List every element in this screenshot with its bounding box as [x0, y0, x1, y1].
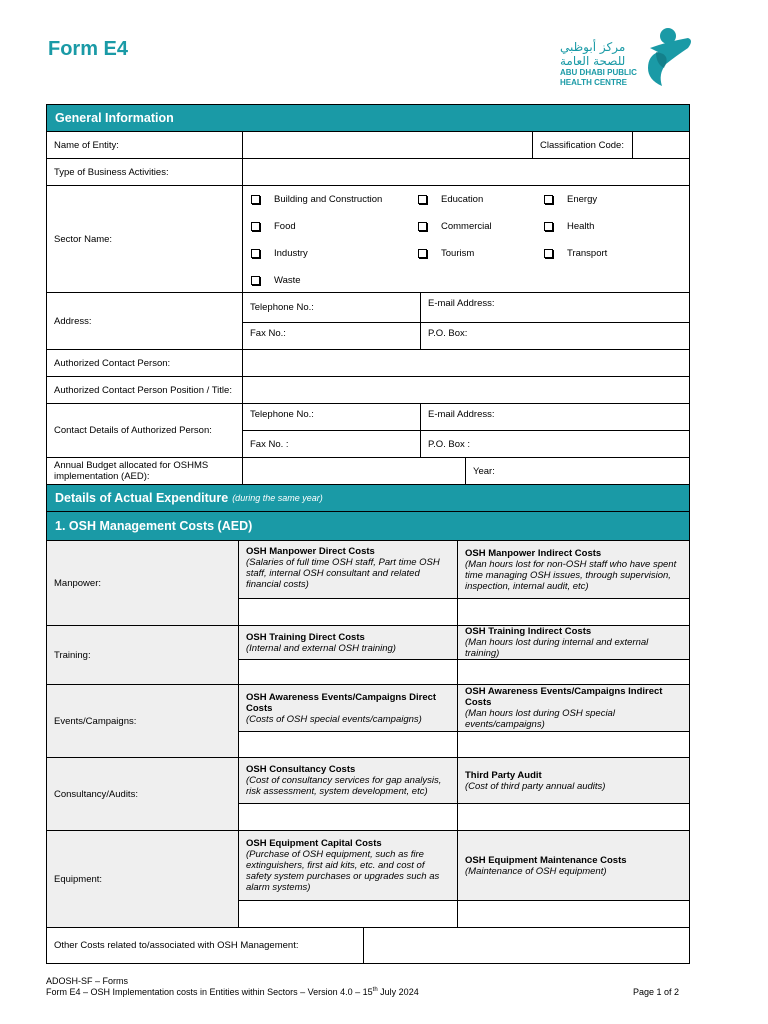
consultancy-audits-label: Consultancy/Audits: — [46, 757, 239, 831]
contact-position-field[interactable] — [242, 376, 690, 404]
address-po-box-field[interactable]: P.O. Box: — [420, 322, 690, 350]
training-label: Training: — [46, 625, 239, 685]
sector-checkbox-waste[interactable] — [251, 275, 301, 286]
equipment-maintenance-title: OSH Equipment Maintenance Costs — [465, 854, 627, 866]
sector-option-label: Food — [274, 221, 296, 232]
manpower-direct-cost-field[interactable] — [238, 598, 458, 626]
logo-english-line2: HEALTH CENTRE — [560, 78, 627, 87]
footer-line2-superscript: th — [372, 987, 378, 993]
logo-mark-icon — [636, 24, 696, 92]
events-direct-cost-field[interactable] — [238, 731, 458, 758]
form-title: Form E4 — [48, 38, 129, 60]
events-direct-description: (Costs of OSH special events/campaigns) — [246, 713, 422, 725]
training-direct-description: (Internal and external OSH training) — [246, 642, 396, 654]
training-direct-cost-field[interactable] — [238, 659, 458, 685]
sector-checkbox-food[interactable] — [251, 221, 296, 232]
footer-line2-date: July 2024 — [377, 987, 419, 997]
form-frame — [46, 104, 690, 964]
checkbox-icon — [544, 195, 553, 204]
manpower-indirect-title: OSH Manpower Indirect Costs — [465, 547, 602, 559]
training-indirect-title: OSH Training Indirect Costs — [465, 626, 592, 637]
manpower-label: Manpower: — [46, 540, 239, 626]
checkbox-icon — [418, 249, 427, 258]
contact-details-label: Contact Details of Authorized Person: — [46, 403, 243, 458]
sector-option-label: Transport — [567, 248, 608, 259]
sector-option-label: Commercial — [441, 221, 492, 232]
footer-line1: ADOSH-SF – Forms — [46, 976, 129, 986]
page-number: Page 1 of 2 — [633, 987, 680, 997]
checkbox-icon — [251, 276, 260, 285]
sector-option-label: Tourism — [441, 248, 475, 259]
events-indirect-cost-header — [457, 684, 690, 732]
contact-telephone-field[interactable]: Telephone No.: — [242, 403, 421, 431]
contact-email-field[interactable]: E-mail Address: — [420, 403, 690, 431]
name-of-entity-label: Name of Entity: — [46, 131, 243, 159]
equipment-maintenance-cost-field[interactable] — [457, 900, 690, 928]
third-party-audit-description: (Cost of third party annual audits) — [465, 780, 606, 792]
training-indirect-cost-field[interactable] — [457, 659, 690, 685]
expenditure-note: (during the same year) — [232, 493, 323, 503]
contact-person-label: Authorized Contact Person: — [46, 349, 243, 377]
checkbox-icon — [418, 222, 427, 231]
sector-name-label: Sector Name: — [46, 185, 243, 293]
general-information-header — [46, 104, 690, 132]
sector-option-label: Industry — [274, 248, 308, 259]
adphc-logo — [556, 24, 696, 94]
contact-person-field[interactable] — [242, 349, 690, 377]
sector-checkbox-education[interactable] — [418, 194, 483, 205]
sector-option-label: Health — [567, 221, 595, 232]
business-activities-field[interactable] — [242, 158, 690, 186]
sector-checkbox-transport[interactable] — [544, 248, 607, 259]
checkbox-icon — [251, 222, 260, 231]
other-costs-field[interactable] — [363, 927, 690, 964]
training-direct-title: OSH Training Direct Costs — [246, 631, 365, 643]
sector-option-label: Education — [441, 194, 484, 205]
checkbox-icon — [544, 222, 553, 231]
logo-arabic-line1: مركز أبوظبي — [560, 40, 626, 54]
expenditure-header — [46, 484, 690, 512]
events-indirect-cost-field[interactable] — [457, 731, 690, 758]
annual-budget-field[interactable] — [242, 457, 466, 485]
manpower-indirect-cost-field[interactable] — [457, 598, 690, 626]
name-of-entity-field[interactable] — [242, 131, 533, 159]
checkbox-icon — [251, 195, 260, 204]
annual-budget-label: Annual Budget allocated for OSHMS implementation (AED): — [46, 457, 243, 485]
consultancy-cost-header — [238, 757, 458, 804]
osh-management-costs-title: 1. OSH Management Costs (AED) — [55, 519, 253, 533]
third-party-audit-field[interactable] — [457, 803, 690, 831]
business-activities-label: Type of Business Activities: — [46, 158, 243, 186]
sector-checkbox-industry[interactable] — [251, 248, 308, 259]
manpower-direct-cost-header — [238, 540, 458, 599]
checkbox-icon — [544, 249, 553, 258]
expenditure-title: Details of Actual Expenditure — [55, 491, 229, 505]
consultancy-description: (Cost of consultancy services for gap analysis, risk assessment, system development, etc) — [246, 775, 442, 797]
manpower-indirect-cost-header — [457, 540, 690, 599]
consultancy-title: OSH Consultancy Costs — [246, 764, 356, 775]
sector-option-label: Building and Construction — [274, 194, 383, 205]
manpower-direct-title: OSH Manpower Direct Costs — [246, 546, 375, 557]
sector-checkbox-health[interactable] — [544, 221, 594, 232]
classification-code-field[interactable] — [632, 131, 690, 159]
training-direct-cost-header — [238, 625, 458, 660]
osh-management-costs-header — [46, 511, 690, 541]
address-telephone-field[interactable]: Telephone No.: — [242, 292, 421, 323]
sector-checkbox-energy[interactable] — [544, 194, 597, 205]
checkbox-icon — [251, 249, 260, 258]
events-indirect-title: OSH Awareness Events/Campaigns Indirect Costs — [465, 686, 663, 708]
third-party-audit-title: Third Party Audit — [465, 769, 542, 781]
checkbox-icon — [418, 195, 427, 204]
classification-code-label: Classification Code: — [532, 131, 633, 159]
equipment-label: Equipment: — [46, 830, 239, 928]
sector-checkbox-commercial[interactable] — [418, 221, 492, 232]
equipment-capital-description: (Purchase of OSH equipment, such as fire extinguishers, first aid kits, etc. and cost of safety system purchases or upgrades such as alarm systems) — [246, 849, 440, 893]
equipment-capital-title: OSH Equipment Capital Costs — [246, 838, 382, 849]
sector-option-label: Waste — [274, 275, 301, 286]
logo-english-line1: ABU DHABI PUBLIC — [560, 68, 637, 77]
equipment-maintenance-cost-header — [457, 830, 690, 901]
other-costs-label: Other Costs related to/associated with OSH Management: — [46, 927, 364, 964]
address-fax-field[interactable]: Fax No.: — [242, 322, 421, 350]
equipment-capital-cost-field[interactable] — [238, 900, 458, 928]
contact-position-label: Authorized Contact Person Position / Title: — [46, 376, 243, 404]
equipment-capital-cost-header — [238, 830, 458, 901]
events-direct-title: OSH Awareness Events/Campaigns Direct Costs — [246, 691, 437, 714]
training-indirect-cost-header — [457, 625, 690, 660]
contact-po-box-field[interactable]: P.O. Box : — [420, 430, 690, 458]
events-indirect-description: (Man hours lost during OSH special events/campaigns) — [465, 708, 615, 730]
training-indirect-description: (Man hours lost during internal and external training) — [465, 637, 649, 659]
third-party-audit-header — [457, 757, 690, 804]
contact-fax-field[interactable]: Fax No. : — [242, 430, 421, 458]
manpower-indirect-description: (Man hours lost for non-OSH staff who have spent time managing OSH issues, through supervision, inspection, internal audit, etc) — [465, 558, 677, 592]
manpower-direct-description: (Salaries of full time OSH staff, Part time OSH staff, internal OSH consultant and related financial costs) — [246, 557, 440, 590]
events-campaigns-label: Events/Campaigns: — [46, 684, 239, 758]
equipment-maintenance-description: (Maintenance of OSH equipment) — [465, 865, 607, 877]
sector-option-label: Energy — [567, 194, 598, 205]
budget-year-field[interactable]: Year: — [465, 457, 690, 485]
footer-line2 — [46, 987, 419, 997]
sector-checkbox-tourism[interactable] — [418, 248, 474, 259]
consultancy-cost-field[interactable] — [238, 803, 458, 831]
sector-checkbox-building[interactable] — [251, 194, 382, 205]
general-information-title: General Information — [55, 111, 174, 125]
logo-arabic-line2: للصحة العامة — [560, 54, 626, 68]
events-direct-cost-header — [238, 684, 458, 732]
address-email-field[interactable]: E-mail Address: — [420, 292, 690, 323]
address-label: Address: — [46, 292, 243, 350]
footer-line2-text: Form E4 – OSH Implementation costs in Entities within Sectors – Version 4.0 – 15 — [46, 987, 373, 997]
